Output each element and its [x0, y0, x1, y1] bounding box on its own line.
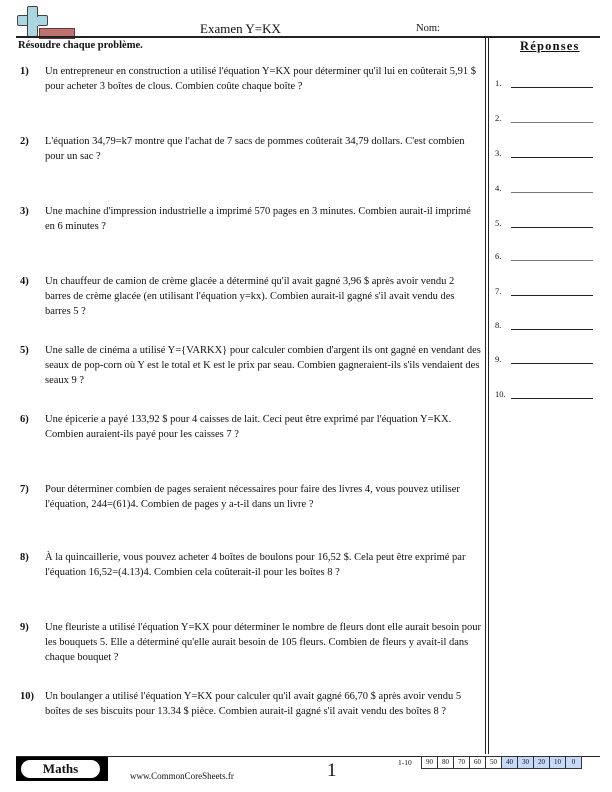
question-number: 2): [20, 136, 29, 147]
answer-number: 8.: [495, 320, 502, 330]
answer-blank[interactable]: [511, 227, 593, 228]
answer-number: 10.: [495, 389, 506, 399]
site-link[interactable]: www.CommonCoreSheets.fr: [130, 771, 234, 781]
question-text: Un entrepreneur en construction a utilisé l'équation Y=KX pour déterminer qu'il lui en coûterait 5,91 $ pour acheter 3 boîtes de clous. Combien coûte chaque boîte ?: [45, 66, 476, 92]
question-number: 9): [20, 622, 29, 633]
answer-blank[interactable]: [511, 363, 593, 364]
name-label: Nom:: [416, 23, 440, 34]
answer-number: 7.: [495, 286, 502, 296]
answer-blank[interactable]: [511, 122, 593, 123]
answer-blank[interactable]: [511, 157, 593, 158]
answer-number: 1.: [495, 78, 502, 88]
answer-number: 9.: [495, 354, 502, 364]
score-cell: 70: [453, 756, 470, 769]
answer-row: [495, 183, 595, 197]
answer-row: [495, 251, 595, 265]
question-text: Pour déterminer combien de pages seraient nécessaires pour faire des livres 4, vous pouvez utiliser l'équation, 244=(61)4. Combien de pages y a-t-il dans un livre ?: [45, 484, 460, 510]
score-cell: 40: [501, 756, 518, 769]
subject-badge: Maths: [21, 760, 100, 778]
question-text: À la quincaillerie, vous pouvez acheter 4 boîtes de boulons pour 16,52 $. Cela peut être exprimé par l'équation 16,52=(4.13)4. Combien cela coûterait-il pour les boîtes 8 ?: [45, 552, 466, 578]
question-number: 5): [20, 345, 29, 356]
question-number: 8): [20, 552, 29, 563]
answer-row: [495, 113, 595, 127]
question-number: 4): [20, 276, 29, 287]
answer-blank[interactable]: [511, 87, 593, 88]
answer-number: 6.: [495, 251, 502, 261]
answer-blank[interactable]: [511, 329, 593, 330]
column-divider: [485, 38, 489, 754]
page-number: 1: [327, 760, 337, 781]
answer-blank[interactable]: [511, 260, 593, 261]
question-text: Une machine d'impression industrielle a imprimé 570 pages en 3 minutes. Combien aurait-il imprimé en 6 minutes ?: [45, 206, 471, 232]
answer-row: [495, 286, 595, 300]
question-text: L'équation 34,79=k7 montre que l'achat de 7 sacs de pommes coûterait 34,79 dollars. C'est combien pour un sac ?: [45, 136, 465, 162]
question-text: Un chauffeur de camion de crème glacée a déterminé qu'il avait gagné 3,96 $ après avoir vendu 2 barres de crème glacée (en utilisant l'équation y=kx). Combien aurait-il gagné s'il avait vendu des barres 5 ?: [45, 276, 455, 317]
answer-number: 4.: [495, 183, 502, 193]
question-number: 3): [20, 206, 29, 217]
question-text: Un boulanger a utilisé l'équation Y=KX pour calculer qu'il avait gagné 66,70 $ après avoir vendu 5 boîtes de ses biscuits pour 13.34 $ pièce. Combien aurait-il gagné s'il avait vendu des boîtes 8 ?: [45, 691, 462, 717]
question-number: 1): [20, 66, 29, 77]
answer-row: [495, 354, 595, 368]
answer-blank[interactable]: [511, 192, 593, 193]
question-number: 10): [20, 691, 34, 702]
score-cell: 0: [565, 756, 582, 769]
answer-row: [495, 78, 595, 92]
answer-row: [495, 148, 595, 162]
score-cell: 30: [517, 756, 534, 769]
worksheet-title: Examen Y=KX: [200, 21, 281, 36]
answer-number: 2.: [495, 113, 502, 123]
score-table: [422, 756, 582, 769]
answer-number: 5.: [495, 218, 502, 228]
answer-blank[interactable]: [511, 398, 593, 399]
score-cell: 50: [485, 756, 502, 769]
instructions: Résoudre chaque problème.: [18, 40, 143, 51]
answer-number: 3.: [495, 148, 502, 158]
score-cell: 10: [549, 756, 566, 769]
score-cell: 60: [469, 756, 486, 769]
answer-blank[interactable]: [511, 295, 593, 296]
question-text: Une fleuriste a utilisé l'équation Y=KX pour déterminer le nombre de fleurs dont elle aurait besoin pour les bouquets 5. Elle a déterminé qu'elle aurait besoin de 105 fleurs. Combien de fleurs y avait-il dans chaque bouquet ?: [45, 622, 482, 663]
score-cell: 90: [421, 756, 438, 769]
answer-row: [495, 389, 595, 403]
question-text: Une salle de cinéma a utilisé Y={VARKX} pour calculer combien d'argent ils ont gagné en vendant des seaux de pop-corn où Y est le total et K est le prix par seau. Combien gagneraient-ils s'ils vendaient des seaux 9 ?: [45, 345, 481, 386]
plus-minus-logo-icon: [17, 6, 62, 36]
answer-row: [495, 218, 595, 232]
answers-title: Réponses: [520, 39, 580, 53]
question-text: Une épicerie a payé 133,92 $ pour 4 caisses de lait. Ceci peut être exprimé par l'équation Y=KX. Combien auraient-ils payé pour les caisses 7 ?: [45, 414, 452, 440]
score-range-label: 1-10: [398, 758, 412, 767]
score-cell: 80: [437, 756, 454, 769]
question-number: 6): [20, 414, 29, 425]
score-cell: 20: [533, 756, 550, 769]
answer-row: [495, 320, 595, 334]
question-number: 7): [20, 484, 29, 495]
header-rule: [16, 36, 600, 38]
